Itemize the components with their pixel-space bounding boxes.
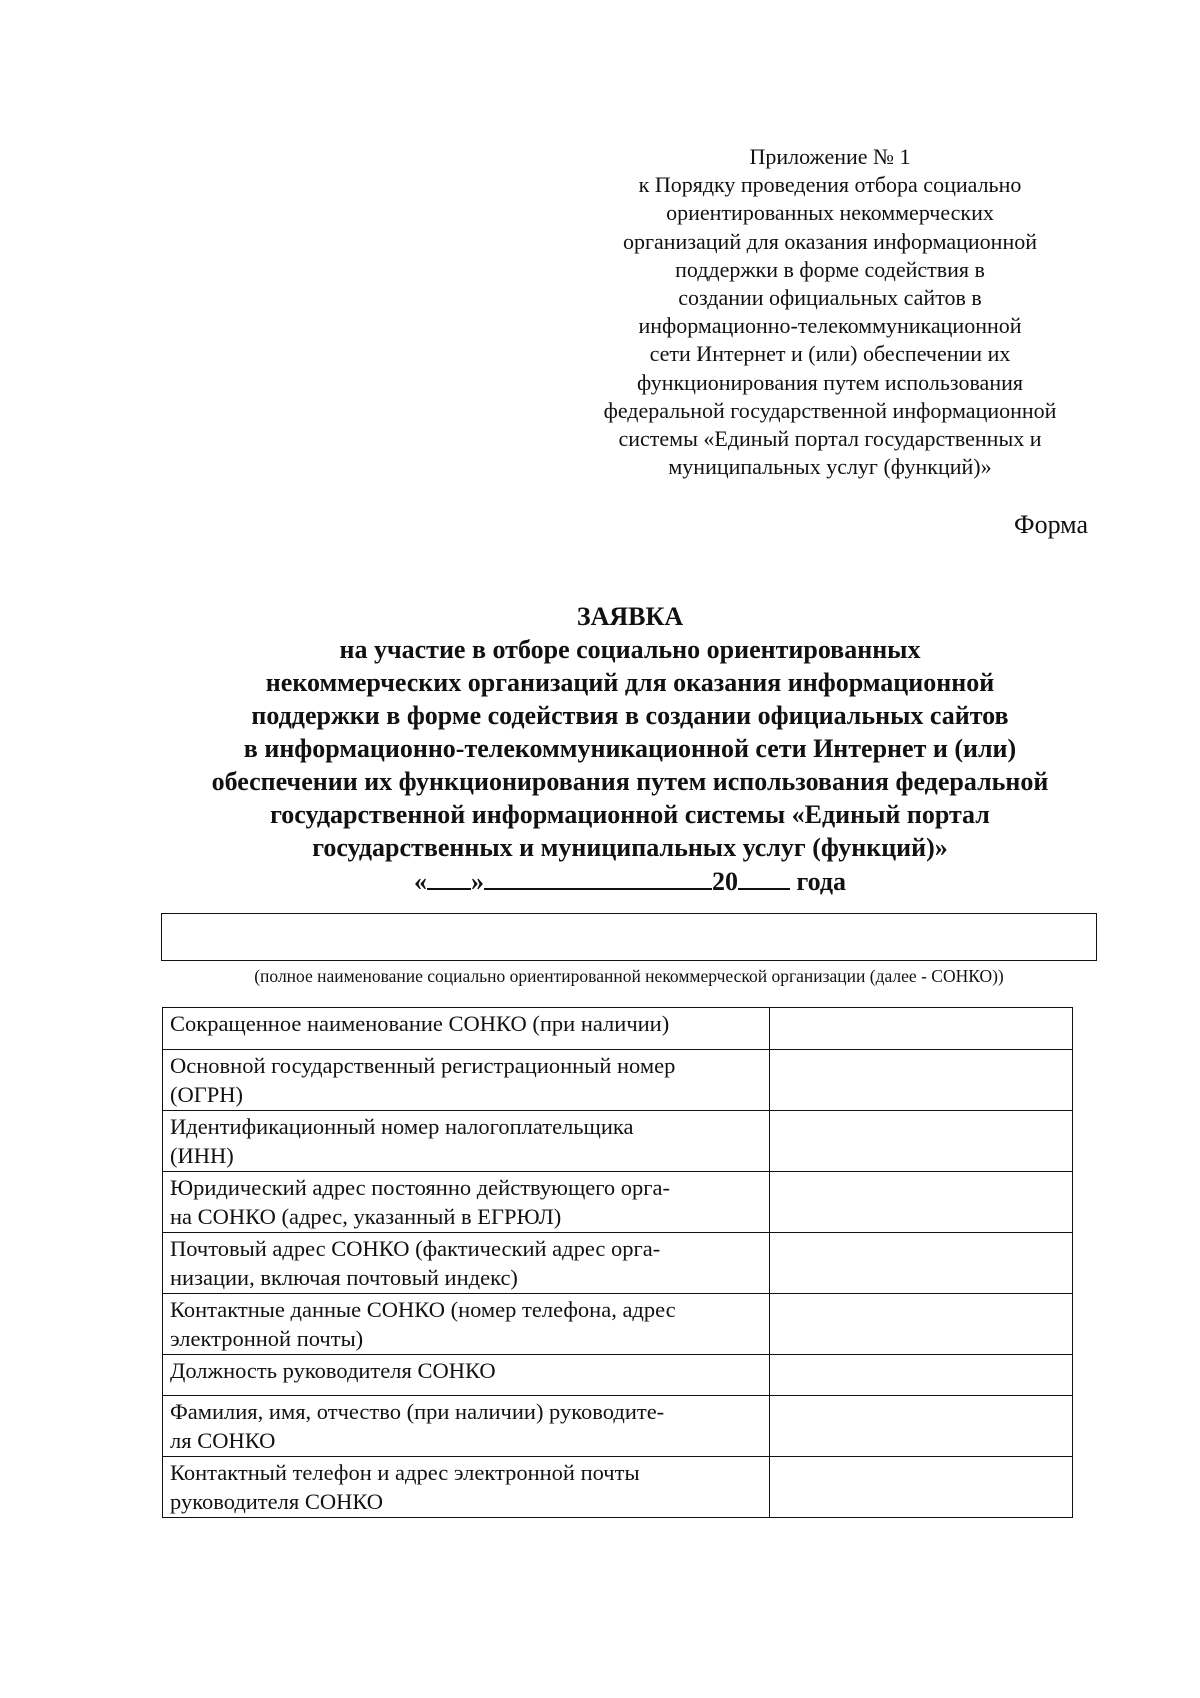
table-row: [163, 1172, 1073, 1233]
field-label-line: Юридический адрес постоянно действующего орга-: [170, 1175, 671, 1200]
title-heading: ЗАЯВКА: [576, 602, 684, 631]
table-row: [163, 1111, 1073, 1172]
day-blank[interactable]: [427, 864, 471, 890]
field-label: [163, 1050, 770, 1111]
year-suffix: года: [796, 867, 847, 896]
title-line: обеспечении их функционирования путем использования федеральной: [211, 767, 1049, 796]
form-label: Форма: [1014, 510, 1088, 539]
appendix-note: [570, 143, 1090, 481]
appendix-line: создании официальных сайтов в: [678, 285, 982, 311]
field-value-cell[interactable]: [770, 1008, 1073, 1050]
field-label: [163, 1355, 770, 1396]
title-line: в информационно-телекоммуникационной сети Интернет и (или): [243, 734, 1017, 763]
field-value-cell[interactable]: [770, 1172, 1073, 1233]
table-row: [163, 1396, 1073, 1457]
table-row: [163, 1233, 1073, 1294]
field-label-line: (ОГРН): [170, 1082, 244, 1107]
field-label: [163, 1396, 770, 1457]
date-line: [90, 864, 1170, 898]
date-open-quote: «: [413, 867, 427, 896]
field-label-line: Контактный телефон и адрес электронной почты: [170, 1460, 640, 1485]
field-label-line: электронной почты): [170, 1326, 364, 1351]
field-label-line: низации, включая почтовый индекс): [170, 1265, 518, 1290]
table-row: [163, 1355, 1073, 1396]
appendix-line: муниципальных услуг (функций)»: [668, 454, 992, 480]
title-line: на участие в отборе социально ориентированных: [339, 635, 921, 664]
field-label-line: Основной государственный регистрационный номер: [170, 1053, 676, 1078]
field-label: [163, 1111, 770, 1172]
field-label-line: на СОНКО (адрес, указанный в ЕГРЮЛ): [170, 1204, 562, 1229]
field-label-line: Фамилия, имя, отчество (при наличии) руководите-: [170, 1399, 665, 1424]
appendix-line: к Порядку проведения отбора социально: [638, 172, 1022, 198]
appendix-line: сети Интернет и (или) обеспечении их: [649, 341, 1011, 367]
appendix-line: функционирования путем использования: [637, 369, 1023, 395]
field-label-line: Сокращенное наименование СОНКО (при наличии): [170, 1011, 670, 1036]
date-close-quote: »: [470, 867, 484, 896]
month-blank[interactable]: [484, 864, 712, 890]
year-prefix: 20: [711, 867, 738, 896]
document-title: [90, 600, 1170, 898]
field-value-cell[interactable]: [770, 1050, 1073, 1111]
field-value-cell[interactable]: [770, 1396, 1073, 1457]
year-blank[interactable]: [738, 864, 790, 890]
field-value-cell[interactable]: [770, 1233, 1073, 1294]
appendix-line: ориентированных некоммерческих: [666, 200, 994, 226]
table-row: [163, 1294, 1073, 1355]
org-full-name-caption: (полное наименование социально ориентированной некоммерческой организации (далее - СОНКО)): [254, 966, 1004, 986]
title-line: поддержки в форме содействия в создании официальных сайтов: [251, 701, 1009, 730]
appendix-line: поддержки в форме содействия в: [675, 256, 985, 282]
appendix-line: информационно-телекоммуникационной: [638, 313, 1022, 339]
org-details-table: [162, 1007, 1073, 1518]
field-label: [163, 1457, 770, 1518]
field-label-line: (ИНН): [170, 1143, 234, 1168]
field-label-line: Контактные данные СОНКО (номер телефона, адрес: [170, 1297, 676, 1322]
field-label-line: Должность руководителя СОНКО: [170, 1358, 496, 1383]
appendix-line: федеральной государственной информационной: [603, 397, 1057, 423]
field-value-cell[interactable]: [770, 1355, 1073, 1396]
org-full-name-field[interactable]: [161, 913, 1097, 961]
field-label-line: руководителя СОНКО: [170, 1489, 384, 1514]
appendix-line: Приложение № 1: [749, 144, 911, 169]
appendix-line: организаций для оказания информационной: [622, 228, 1037, 254]
field-label: [163, 1233, 770, 1294]
field-label-line: Идентификационный номер налогоплательщика: [170, 1114, 634, 1139]
field-label: [163, 1008, 770, 1050]
field-value-cell[interactable]: [770, 1294, 1073, 1355]
field-label: [163, 1294, 770, 1355]
title-line: государственной информационной системы «Единый портал: [270, 800, 990, 829]
field-value-cell[interactable]: [770, 1457, 1073, 1518]
table-row: [163, 1050, 1073, 1111]
title-line: государственных и муниципальных услуг (функций)»: [312, 833, 948, 862]
table-row: [163, 1008, 1073, 1050]
field-value-cell[interactable]: [770, 1111, 1073, 1172]
field-label-line: Почтовый адрес СОНКО (фактический адрес орга-: [170, 1236, 661, 1261]
title-line: некоммерческих организаций для оказания информационной: [265, 668, 995, 697]
field-label-line: ля СОНКО: [170, 1428, 276, 1453]
field-label: [163, 1172, 770, 1233]
table-row: [163, 1457, 1073, 1518]
appendix-line: системы «Единый портал государственных и: [618, 426, 1042, 452]
